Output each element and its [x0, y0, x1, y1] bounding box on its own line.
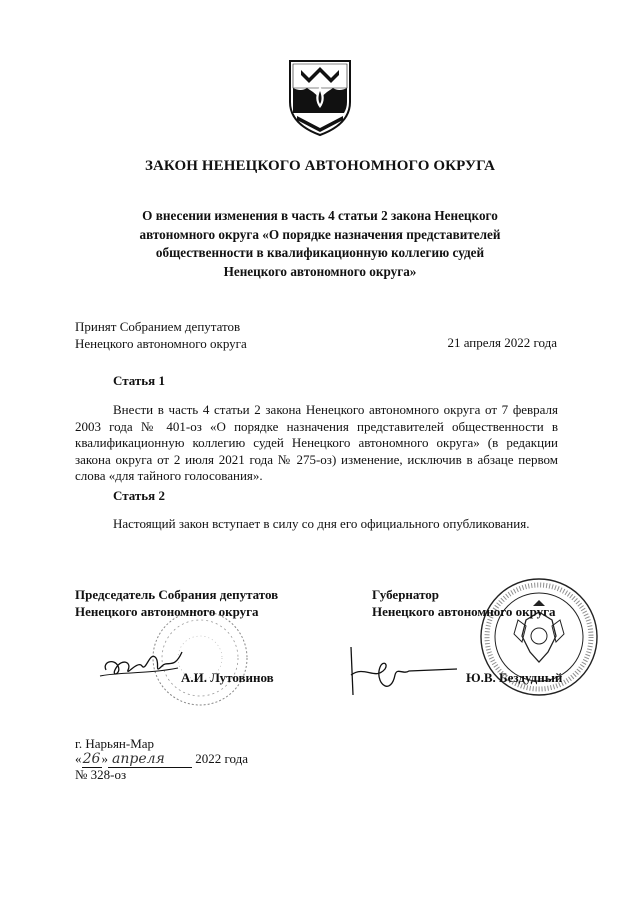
law-number: № 328-оз	[75, 767, 127, 782]
subtitle-line: О внесении изменения в часть 4 статьи 2 закона Ненецкого	[142, 208, 498, 223]
date-quote-open: «	[75, 751, 82, 766]
date-day-handwritten: 26	[82, 751, 101, 767]
date-quote-close: »	[101, 751, 108, 766]
signatory-right-title	[372, 586, 556, 620]
law-subtitle	[90, 207, 550, 281]
place-of-signing: г. Нарьян-Мар	[75, 736, 155, 751]
subtitle-line: автономного округа «О порядке назначения представителей	[139, 226, 501, 242]
coat-of-arms-emblem	[287, 58, 353, 138]
signatory-right-name: Ю.В. Бездудный	[466, 670, 563, 685]
date-year: 2022 года	[195, 751, 249, 766]
signatory-left-title	[75, 586, 278, 620]
article-2-heading: Статья 2	[113, 488, 165, 503]
subtitle-line: Ненецкого автономного округа»	[223, 263, 417, 279]
signature-lutovinov	[98, 640, 188, 690]
signatory-left-title-line: Председатель Собрания депутатов	[75, 587, 279, 602]
date-month-handwritten: апреля	[108, 751, 192, 768]
signatory-left-name: А.И. Лутовинов	[181, 670, 274, 685]
signatory-right-title-line: Ненецкого автономного округа	[372, 604, 556, 619]
signature-bezdudny	[345, 645, 465, 701]
signatory-left-title-line: Ненецкого автономного округа	[75, 604, 259, 619]
article-2-text: Настоящий закон вступает в силу со дня его официального опубликования.	[113, 516, 530, 531]
article-1-heading: Статья 1	[113, 373, 165, 388]
subtitle-line: общественности в квалификационную коллегию судей	[155, 245, 485, 261]
adoption-date: 21 апреля 2022 года	[447, 335, 557, 350]
signatory-right-title-line: Губернатор	[372, 587, 440, 602]
adoption-statement	[75, 318, 247, 352]
adoption-line: Ненецкого автономного округа	[75, 336, 247, 351]
article-1-text: Внести в часть 4 статьи 2 закона Ненецкого автономного округа от 7 февраля 2003 года № 401-оз «О порядке назначения представителей общественности в квалификационную коллегию судей Ненецкого автономного округа» (в редакции закона округа от 2 июля 2021 года № 275-оз) изменение, исключив в абзаце первом слова «для тайного голосования».	[75, 402, 558, 484]
law-title: ЗАКОН НЕНЕЦКОГО АВТОНОМНОГО ОКРУГА	[144, 158, 496, 174]
adoption-line: Принят Собранием депутатов	[75, 319, 241, 334]
